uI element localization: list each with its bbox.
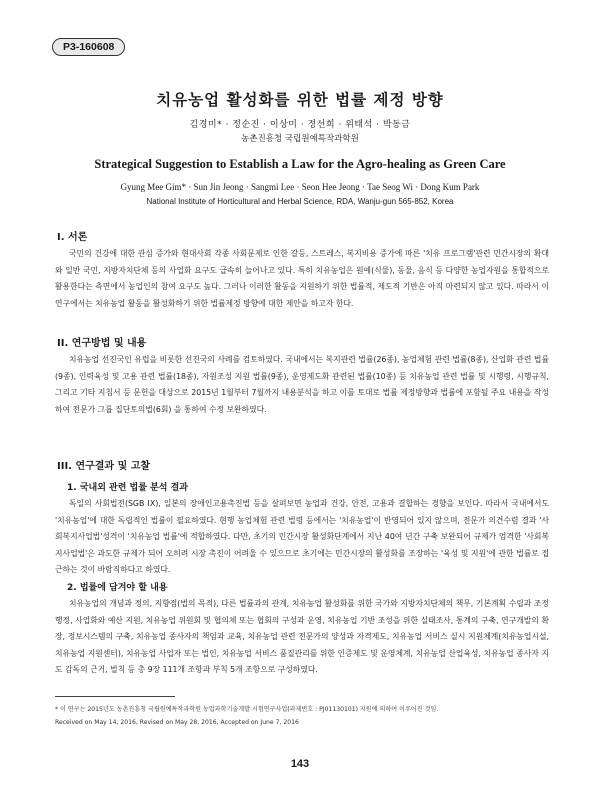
footnote <box>55 703 550 729</box>
korean-affiliation: 농촌진흥청 국립원예특작과학원 <box>241 134 359 144</box>
section-intro-title: I. 서론 <box>57 232 88 243</box>
paper-id-badge: P3-160608 <box>52 38 125 56</box>
results-subsection-2-body: 치유농업의 개념과 정의, 지향점(법의 목적), 다른 법률과의 관계, 치유농업 활성화를 위한 국가와 지방자치단체의 책무, 기본계획 수립과 조정행정, 사업화와 예산 지원, 치유농업 위원회 및 협의체 또는 협회의 구성과 운영, 치유농업 기반 조성을 위한 실태조사, 통계의 구축, 연구개발의 확장, 정보시스템의 구축, 치유농업 종사자의 책임과 교육, 치유농업 관련 전문가의 양성과 자격제도, 치유농업 서비스 실시 지원체계(치유농업시설, 치유농업 지원센터), 치유농업 사업자 또는 법인, 치유농업 서비스 품질관리를 위한 인증제도 및 운영체계, 치유농업 산업육성, 치유농업 종사자 지도 감독의 근거, 벌칙 등 총 9장 111개 조항과 부칙 5개 조항으로 구성하였다. <box>55 599 549 674</box>
korean-authors: 김경미* · 정순진 · 이상미 · 정선희 · 위태석 · 박동금 <box>189 120 411 130</box>
section-methods-title: II. 연구방법 및 내용 <box>57 338 147 349</box>
footnote-divider <box>55 696 175 697</box>
section-results-title: III. 연구결과 및 고찰 <box>57 461 151 472</box>
page-number: 143 <box>290 758 310 770</box>
korean-title: 치유농업 활성화를 위한 법률 제정 방향 <box>156 91 444 109</box>
footnote-dates: Received on May 14, 2016, Revised on May 28, 2016, Accepted on June 7, 2016 <box>55 719 299 726</box>
footnote-funding: * 이 연구는 2015년도 농촌진흥청 국립원예특작과학원 농업과학기술개발 시험연구사업(과제번호 : PJ01130101) 지원에 의하여 이루어진 것임. <box>55 706 439 713</box>
english-title: Strategical Suggestion to Establish a Law for the Agro-healing as Green Care <box>94 157 506 171</box>
english-authors: Gyung Mee Gim* · Sun Jin Jeong · Sangmi Lee · Seon Hee Jeong · Tae Seog Wi · Dong Kum Park <box>120 182 480 192</box>
results-subsection-1-body: 독일의 사회법전(SGB IX), 일본의 장애인고용촉진법 등을 살펴보면 농업과 건강, 안전, 고용과 결합하는 경향을 보인다. 따라서 국내에서도 '치유농업'에 대한 독립적인 법률이 필요하였다. 현행 농업체험 관련 법령 등에서는 '치유농업'이 반영되어 있지 않으며, 전문가 의견수렴 결과 '사회복지사업법'성격이 '치유농업 법률'에 적합하였다. 다만, 초기의 민간시장 활성화단계에서 지난 40여 년간 구축 보완되어 규제가 엄격한 '사회복지사업법'은 과도한 규제가 되어 오히려 시장 촉진이 어려울 수 있으므로 초기에는 민간시장의 활성화를 조장하는 '육성 및 지원'에 관한 법률로 접근하는 것이 바람직하다고 하였다. <box>55 499 549 574</box>
section-methods-body: 치유농업 선진국인 유럽을 비롯한 선진국의 사례를 검토하였다. 국내에서는 복지관련 법률(26종), 농업체험 관련 법률(8종), 산업화 관련 법률(9종), 인력육성 및 고용 관련 법률(18종), 자원조성 지원 법률(9종), 운영제도화 관련된 법률(10종) 등 치유농업 관련 법률 및 시행령, 시행규칙, 그리고 기타 지침서 등 문헌을 대상으로 2015년 1월부터 7월까지 내용분석을 하고 이를 토대로 법률 제정방향과 법률에 포함될 주요 내용을 작성하여 전문가 그룹 집단토의법(6회) 을 통하여 수정 보완하였다. <box>55 355 549 414</box>
results-subsection-2-title: 2. 법률에 담겨야 할 내용 <box>67 583 168 593</box>
results-subsection-1-title: 1. 국내외 관련 법률 분석 결과 <box>67 483 188 493</box>
english-affiliation: National Institute of Horticultural and Herbal Science, RDA, Wanju-gun 565-852, Korea <box>146 197 454 206</box>
section-intro-body: 국민의 건강에 대한 관심 증가와 현대사회 각종 사회문제로 인한 갈등, 스트레스, 복지비용 증가에 따른 '치유 프로그램'관련 민간시장의 확대와 일반 국민, 지방자치단체 등의 사업화 요구도 급속히 늘어나고 있다. 특히 치유농업은 원예(식물), 동물, 음식 등 다양한 농업자원을 통합적으로 활용한다는 측면에서 농업인의 참여 요구도 높다. 그러나 이러한 활동을 지원하기 위한 법률적, 제도적 기반은 아직 마련되지 않고 있다. 따라서 이 연구에서는 치유농업 활동을 활성화하기 위한 법률제정 방향에 대한 제안을 하고자 한다. <box>55 249 549 308</box>
